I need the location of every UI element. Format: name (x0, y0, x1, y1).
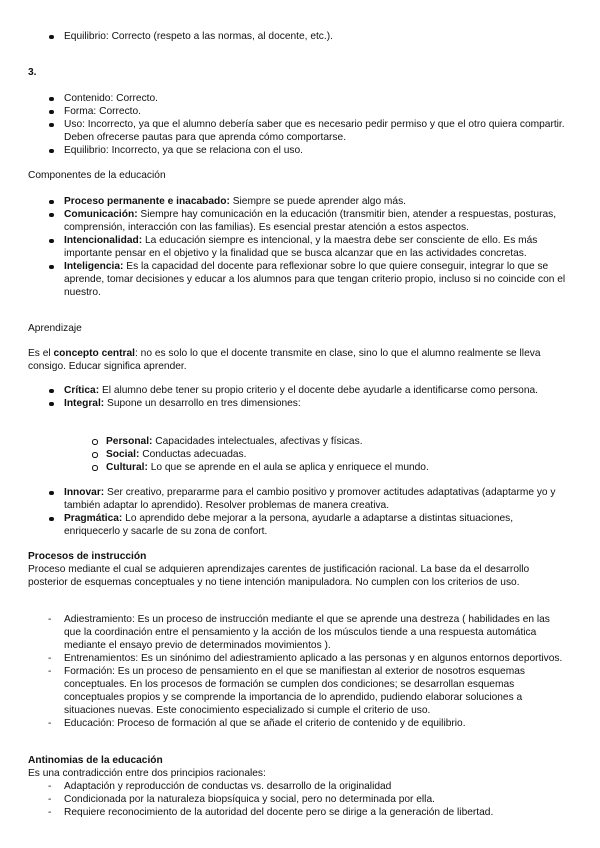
componentes-heading: Componentes de la educación (28, 170, 166, 181)
list-item: Equilibrio: Incorrecto, ya que se relaciona con el uso. (28, 144, 568, 157)
dimensions-list (72, 435, 572, 474)
list-item: Personal: Capacidades intelectuales, afectivas y físicas. (72, 435, 572, 448)
list-item: - Entrenamientos: Es un sinónimo del adiestramiento aplicado a las personas y en algunos entornos deportivos. (28, 652, 568, 665)
procesos-paragraph: Proceso mediante el cual se adquieren aprendizajes carentes de justificación racional. La base da el desarrollo posterior de esquemas conceptuales y no tiene intención manipuladora. No cumplen con los criterios de uso. (28, 564, 530, 588)
procesos-heading: Procesos de instrucción (28, 551, 147, 562)
procesos-list (28, 613, 568, 730)
list-item: Crítica: El alumno debe tener su propio criterio y el docente debe ayudarle a identificarse como persona. (28, 384, 568, 397)
list-item: Innovar: Ser creativo, prepararme para el cambio positivo y promover actitudes adaptativas (adaptarme yo y también adaptar lo aprendido). Resolver problemas de manera creativa. (28, 486, 568, 512)
list-item: - Formación: Es un proceso de pensamiento en el que se manifiestan al exterior de nosotros esquemas conceptuales. En los procesos de formación se cumplen dos condiciones; se desarrollan esquemas conceptuales propios y se comprende la importancia de lo aprendido, pudiendo elaborar soluciones a situaciones nuevas. Este conocimiento especializado si cumple el criterio de uso. (28, 665, 568, 717)
list-item: Inteligencia: Es la capacidad del docente para reflexionar sobre lo que quiere conseguir, integrar lo que se aprende, tomar decisiones y educar a los alumnos para que tengan criterio propio, incluso si no coincide con el nuestro. (28, 260, 568, 299)
list-item: Intencionalidad: La educación siempre es intencional, y la maestra debe ser consciente de ello. Es más importante pensar en el objetivo y la finalidad que se busca alcanzar que en las actividades concretas. (28, 234, 568, 260)
list-item: Uso: Incorrecto, ya que el alumno debería saber que es necesario pedir permiso y que el otro quiera compartir. Deben ofrecerse pautas para que aprenda cómo comportarse. (28, 118, 568, 144)
aprendizaje-list-2 (28, 486, 568, 538)
aprendizaje-list (28, 384, 568, 410)
list-item: - Adiestramiento: Es un proceso de instrucción mediante el que se aprende una destreza ( habilidades en las que la coordinación entre el pensamiento y la acción de los músculos tiende a una respuesta automática mediante el ensayo previo de determinados movimientos ). (28, 613, 568, 652)
antinomias-list (28, 780, 568, 819)
antinomias-heading: Antinomias de la educación (28, 755, 163, 766)
list-item: Contenido: Correcto. (28, 92, 568, 105)
list-item: Pragmática: Lo aprendido debe mejorar a la persona, ayudarle a adaptarse a distintas situaciones, enriquecerlo y sacarle de su zona de confort. (28, 512, 568, 538)
aprendizaje-heading: Aprendizaje (28, 323, 82, 334)
componentes-list (28, 195, 568, 299)
antinomias-paragraph: Es una contradicción entre dos principios racionales: (28, 768, 266, 779)
list-item: - Adaptación y reproducción de conductas vs. desarrollo de la originalidad (28, 780, 568, 793)
list-item: Social: Conductas adecuadas. (72, 448, 572, 461)
list-item: Cultural: Lo que se aprende en el aula se aplica y enriquece el mundo. (72, 461, 572, 474)
list-item: - Requiere reconocimiento de la autoridad del docente pero se dirige a la generación de libertad. (28, 806, 568, 819)
section3-list (28, 92, 568, 157)
list-item: Integral: Supone un desarrollo en tres dimensiones: (28, 397, 568, 410)
list-item: - Educación: Proceso de formación al que se añade el criterio de contenido y de equilibrio. (28, 717, 568, 730)
list-item: Proceso permanente e inacabado: Siempre se puede aprender algo más. (28, 195, 568, 208)
list-item: - Condicionada por la naturaleza biopsíquica y social, pero no determinada por ella. (28, 793, 568, 806)
section-number: 3. (28, 67, 37, 78)
list-item: Comunicación: Siempre hay comunicación en la educación (transmitir bien, atender a respuestas, posturas, comprensión, interacción con las familias). Es esencial prestar atención a estos aspectos. (28, 208, 568, 234)
list-item: Equilibrio: Correcto (respeto a las normas, al docente, etc.). (28, 30, 568, 43)
intro-list (28, 30, 568, 43)
aprendizaje-paragraph: Es el concepto central: no es solo lo que el docente transmite en clase, sino lo que el alumno realmente se lleva consigo. Educar significa aprender. (28, 348, 541, 372)
list-item: Forma: Correcto. (28, 105, 568, 118)
